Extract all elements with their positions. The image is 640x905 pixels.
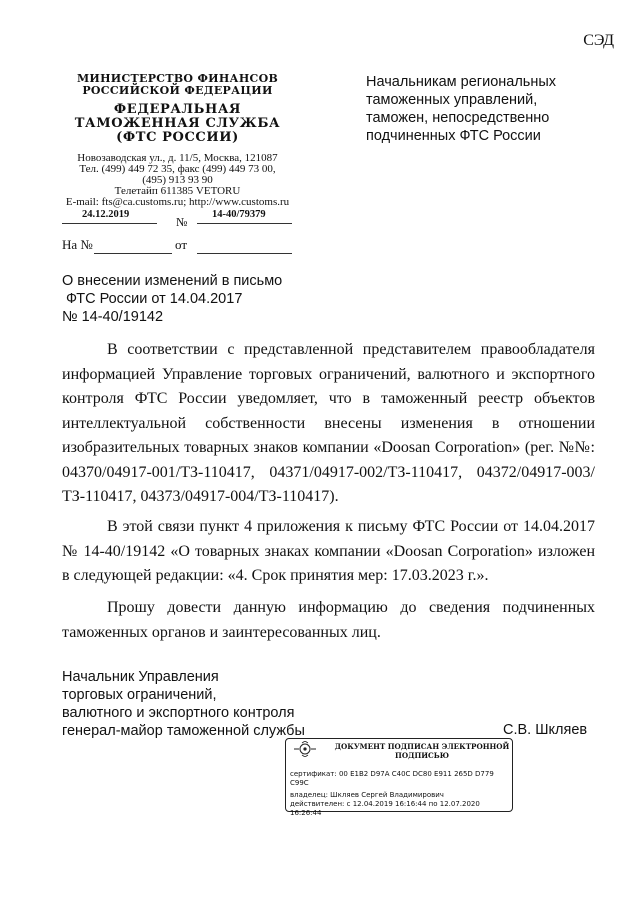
signer-name: С.В. Шкляев: [503, 722, 588, 738]
registration-date: 24.12.2019: [82, 209, 130, 220]
registration-number: 14-40/79379: [212, 209, 266, 220]
number-sign: №: [176, 215, 188, 229]
ministry-line-1: МИНИСТЕРСТВО ФИНАНСОВ: [76, 72, 279, 85]
stamp-certificate: сертификат: 00 E1B2 D97A C40C DC80 E911 265D D779 C99C: [290, 770, 494, 787]
recipient-block: [366, 73, 596, 145]
service-line-1: ФЕДЕРАЛЬНАЯ: [113, 102, 242, 117]
from-label: от: [175, 237, 188, 252]
service-line-3: (ФТС РОССИИ): [116, 130, 239, 145]
subject-line-2: ФТС России от 14.04.2017: [66, 291, 243, 307]
date-underline: [62, 223, 157, 224]
body-paragraph-3: Прошу довести данную информацию до сведения подчиненных таможенных органов и заинтересованных лиц.: [62, 599, 595, 641]
electronic-signature-stamp: [285, 738, 513, 817]
recipient-line-1: Начальникам региональных: [366, 74, 557, 90]
subject-line-3: № 14-40/19142: [62, 309, 164, 325]
signer-line-1: Начальник Управления: [62, 669, 219, 685]
address-line-3: (495) 913 93 90: [142, 174, 213, 186]
recipient-line-3: таможен, непосредственно: [366, 110, 550, 126]
stamp-owner: владелец: Шкляев Сергей Владимирович: [290, 791, 444, 799]
body-paragraph-1: В соответствии с представленной представителем правообладателя информацией Управление торговых ограничений, валютного и экспортного контроля ФТС России уведомляет, что в таможенный реестр объектов интеллектуальной собственности внесены изменения в отношении изобразительных товарных знаков компании «Doosan Corporation» (рег. №№: 04370/04917-001/ТЗ-110417, 04371/04917-002/ТЗ-110417, 04372/04917-003/ТЗ-110417, 04373/04917-004/ТЗ-110417).: [62, 341, 595, 505]
reply-to-row: [62, 237, 297, 257]
address-line-2: Тел. (499) 449 72 35, факс (499) 449 73 00,: [79, 163, 276, 175]
sender-header: [55, 73, 300, 208]
body-paragraph-2: В этой связи пункт 4 приложения к письму ФТС России от 14.04.2017 № 14-40/19142 «О товарных знаках компании «Doosan Corporation» изложен в следующей редакции: «4. Срок принятия мер: 17.03.2023 г.».: [62, 518, 595, 584]
number-underline: [197, 223, 292, 224]
recipient-line-4: подчиненных ФТС России: [366, 128, 541, 144]
signer-line-3: валютного и экспортного контроля: [62, 705, 295, 721]
address-line-1: Новозаводская ул., д. 11/5, Москва, 121087: [77, 152, 278, 164]
recipient-line-2: таможенных управлений,: [366, 92, 538, 108]
subject-block: [62, 272, 322, 326]
emblem-icon: [290, 741, 320, 757]
ministry-line-2: РОССИЙСКОЙ ФЕДЕРАЦИИ: [82, 84, 273, 97]
corner-label: СЭД: [583, 32, 614, 49]
signer-line-2: торговых ограничений,: [62, 687, 217, 703]
reply-to-underline: [94, 253, 172, 254]
stamp-title-line-1: ДОКУМЕНТ ПОДПИСАН ЭЛЕКТРОННОЙ: [334, 742, 510, 751]
stamp-title: [334, 742, 510, 760]
from-underline: [197, 253, 292, 254]
subject-line-1: О внесении изменений в письмо: [62, 273, 283, 289]
stamp-validity: действителен: с 12.04.2019 16:16:44 по 12.07.2020 16:26:44: [290, 800, 480, 817]
reply-to-label: На №: [62, 237, 93, 252]
stamp-title-line-2: ПОДПИСЬЮ: [395, 751, 449, 760]
address-line-4: Телетайп 611385 VETORU: [114, 185, 241, 197]
signer-title: [62, 668, 322, 740]
registration-row: [62, 209, 292, 231]
service-line-2: ТАМОЖЕННАЯ СЛУЖБА: [74, 116, 281, 131]
address-line-5: E-mail: fts@ca.customs.ru; http://www.customs.ru: [65, 196, 290, 208]
signer-line-4: генерал-майор таможенной службы: [62, 723, 305, 739]
